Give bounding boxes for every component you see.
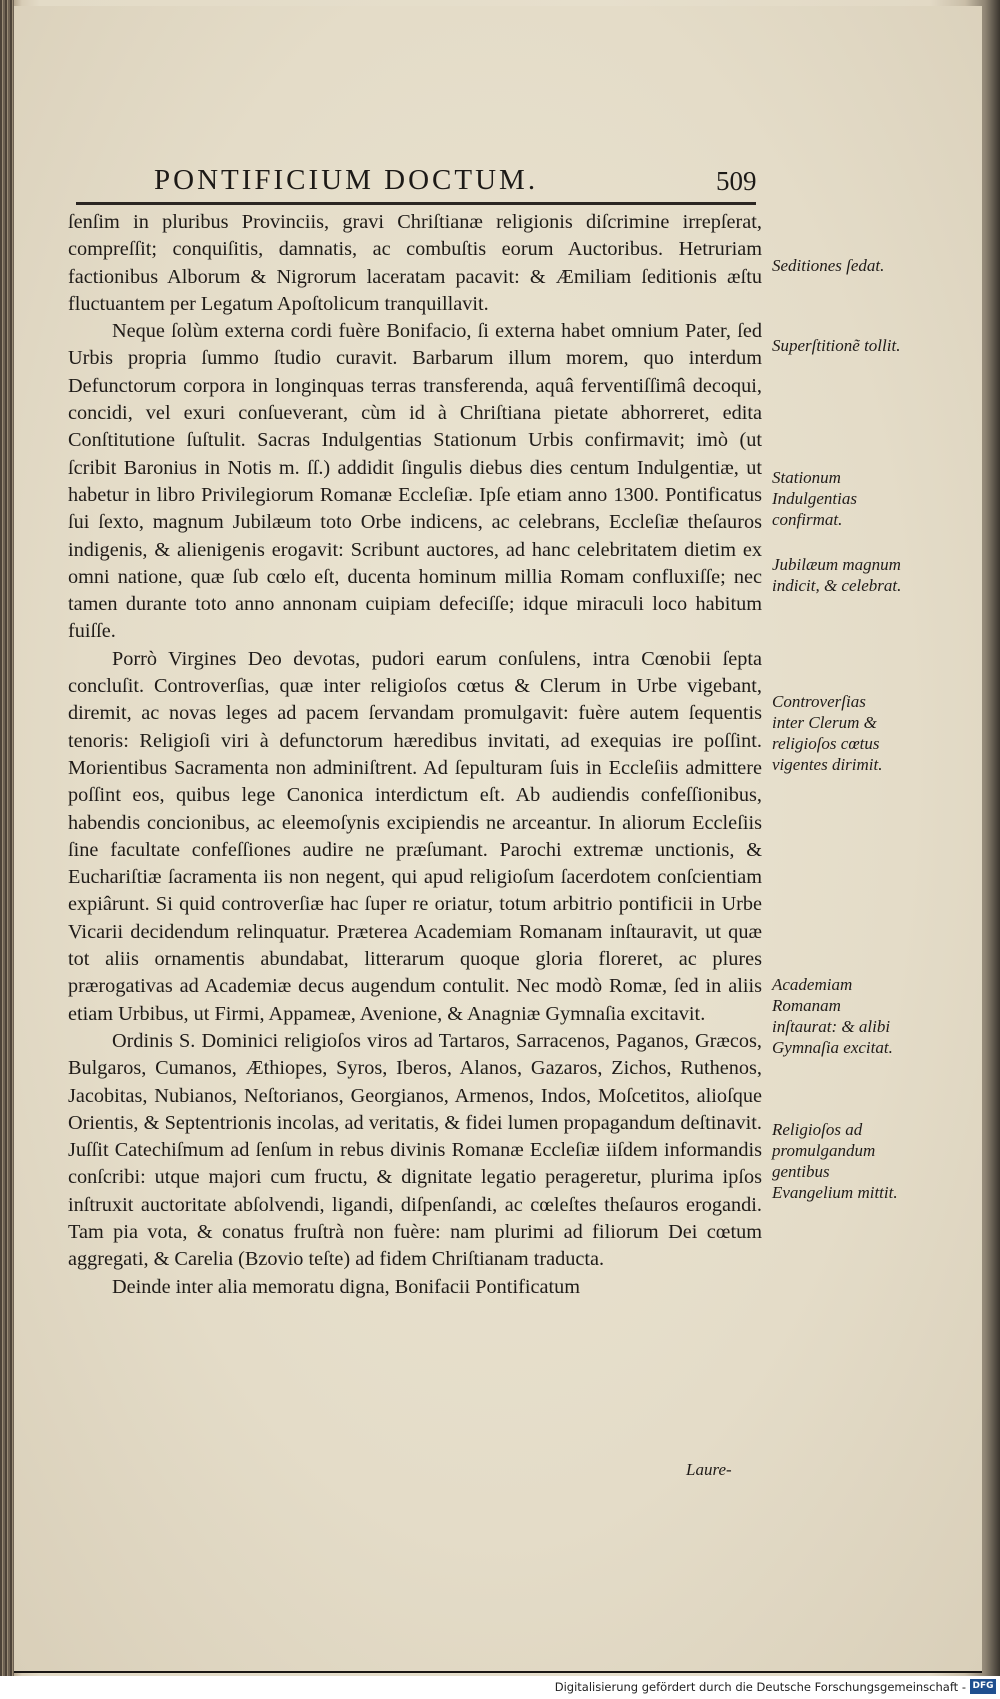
dfg-logo-icon: DFG [970,1679,996,1694]
margin-note-religiosos: Religioſos ad promulgandum gentibus Evangelium mittit. [772,1120,898,1202]
paragraph-3: Porrò Virgines Deo devotas, pudori earum conſulens, intra Cœnobii ſepta concluſit. Controverſias, quæ inter religioſos cœtus & Clerum in Urbe vigebant, diremit, ac novas leges ad pacem ſervandam promulgavit: fuère autem ſequentis tenoris: Religioſi viri à defunctorum hæredibus invitati, ad exequias ire poſſint. Morientibus Sacramenta non adminiſtrent. Ad ſepulturam ſuis in Eccleſiis admittere poſſint eos, quibus lege Canonica interdictum eſt. Ab audiendis confeſſionibus, habendis concionibus, ac eleemoſynis excipiendis ne arceantur. In aliorum Eccleſiis ſine facultate confeſſiones audire ne præſumant. Parochi extremæ unctionis, & Euchariſtiæ ſacramenta iis non negent, qui apud religioſum ſacerdotem conſcientiam expiârunt. Si quid controverſiæ hac ſuper re oriatur, totum arbitrio pontificii in Urbe Vicarii decidendum relinquatur. Præterea Academiam Romanam inſtauravit, ut quæ tot aliis ornamentis abundabat, litterarum quoque gloria floreret, ac plures prærogativas ad Academiæ decus augendum contulit. Nec modò Romæ, ſed in aliis etiam Urbibus, ut Firmi, Appameæ, Avenione, & Anagniæ Gymnaſia excitavit. [68,647,762,1025]
margin-note-stationum: Stationum Indulgentias confirmat. [772,468,857,529]
book-page [14,6,982,1673]
margin-note-superstitionem: Superſtitionẽ tollit. [772,336,901,355]
page-stack-edge [0,0,14,1699]
page-number: 509 [716,166,757,196]
footer-bar [0,1676,1000,1699]
margin-note-jubilaeum: Jubilæum magnum indicit, & celebrat. [772,555,902,595]
digitization-credit: Digitalisierung gefördert durch die Deutsche Forschungsgemeinschaft - [554,1680,966,1694]
margin-note-seditiones: Seditiones ſedat. [772,256,885,275]
margin-note-academiam: Academiam Romanam inſtaurat: & alibi Gymnaſia excitat. [772,975,893,1057]
running-title: PONTIFICIUM DOCTUM. [154,164,539,196]
paragraph-4: Ordinis S. Dominici religioſos viros ad Tartaros, Sarracenos, Paganos, Græcos, Bulgaros, Cumanos, Æthiopes, Syros, Iberos, Alanos, Gazaros, Zichos, Ruthenos, Jacobitas, Nubianos, Neſtorianos, Georgianos, Armenos, Indos, Moſcetitos, alioſque Orientis, & Septentrionis incolas, ad veritatis, & fidei lumen propagandum deſtinavit. Juſſit Catechiſmum ad ſenſum in rebus divinis Romanæ Eccleſiæ iiſdem informandis conſcribi: utque majori cum fructu, & dignitate legatio perageretur, plurima ipſos inſtruxit auctoritate abſolvendi, ligandi, diſpenſandi, ac cœleſtes theſauros erogandi. Tam pia vota, & conatus fruſtrà non fuère: nam plurimi ad filiorum Dei cœtum aggregati, & Carelia (Bzovio teſte) ad fidem Chriſtianam traducta. [68,1029,762,1271]
paragraph-5: Deinde inter alia memoratu digna, Bonifacii Pontificatum [112,1275,581,1298]
paragraph-1: ſenſim in pluribus Provinciis, gravi Chriſtianæ religionis diſcrimine irrepſerat, compreſſit; conquiſitis, damnatis, ac combuſtis eorum Auctoribus. Hetruriam factionibus Alborum & Nigrorum laceratam pacavit: & Æmiliam ſeditionis æſtu fluctuantem per Legatum Apoſtolicum tranquillavit. [68,211,762,315]
margin-note-controversias: Controverſias inter Clerum & religioſos cœtus vigentes dirimit. [772,692,883,774]
paragraph-2: Neque ſolùm externa cordi fuère Bonifacio, ſi externa habet omnium Pater, ſed Urbis propria ſummo ſtudio curavit. Barbarum illum morem, quo interdum Defunctorum corpora in longinquas terras transferenda, aquâ ferventiſſimâ decoqui, concidi, vel exuri conſueverant, cùm id à Chriſtiana pietate abhorreret, edita Conſtitutione ſuſtulit. Sacras Indulgentias Stationum Urbis confirmavit; imò (ut ſcribit Baronius in Notis m. ſſ.) addidit ſingulis diebus dies centum Indulgentiæ, ut habetur in libro Privilegiorum Romanæ Eccleſiæ. Ipſe etiam anno 1300. Pontificatus ſui ſexto, magnum Jubilæum toto Orbe indicens, ac celebrans, Eccleſiæ theſauros indigenis, & alienigenis erogavit: Scribunt auctores, ad hanc celebritatem dietim ex omni natione, quæ ſub cœlo eſt, ducenta hominum millia Romam confluxiſſe; nec tamen durante toto anno annonam cuipiam defeciſſe; idque miraculi loco habitum fuiſſe. [68,320,762,643]
main-text [68,209,762,1301]
header-rule [76,202,756,205]
catchword: Laure- [686,1460,732,1479]
